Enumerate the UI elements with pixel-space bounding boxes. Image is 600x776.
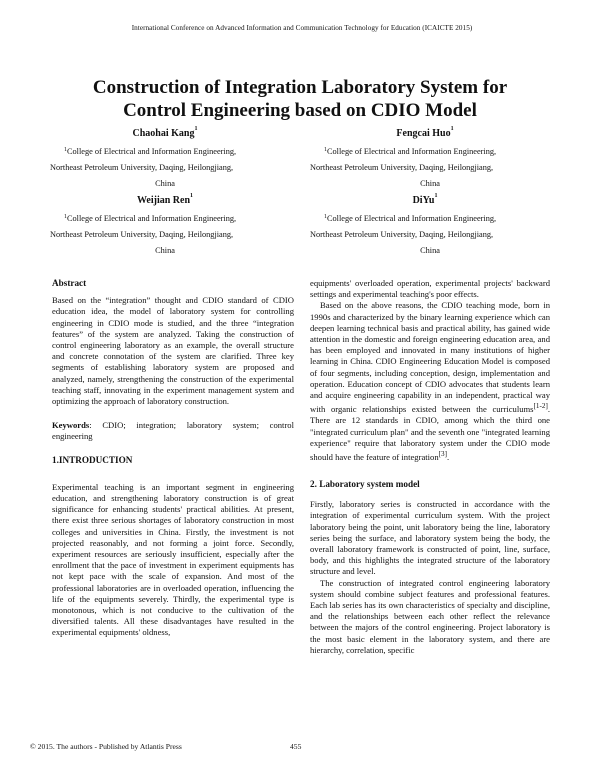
author-affiliation: $^1$College of Electrical and Information Engineering, Northeast Petroleum University, Daqing, Heilongjiang, China xyxy=(50,147,237,188)
cdio-paragraph: Based on the above reasons, the CDIO teaching mode, born in 1990s and characterized by the binary learning experience which can deepen learning technical basis and practical ability, has gained wide attention in the domestic and foreign engineering education area, and has been employed and innovated in many institutions of higher learning in China. CDIO Engineering Education Model is composed of four segments, including conception, design, implementation and operation. Education concept of CDIO advocates that students learn and acquire engineering capability in an independent, practical way with organic relationships existed between the curriculums[1-2]. There are 12 standards in CDIO, among which the third one "integrated curriculum plan" and the seventh one "integrated learning experience" require that laboratory system under the CDIO mode should have the feature of integration[3]. xyxy=(310,300,550,462)
right-column xyxy=(310,278,550,656)
author-affiliation: $^1$College of Electrical and Information Engineering, Northeast Petroleum University, Daqing, Heilongjiang, China xyxy=(310,214,497,255)
author-name: Weijian Ren$^1$ xyxy=(136,193,194,206)
left-column xyxy=(52,278,294,639)
conference-header: International Conference on Advanced Information and Communication Technology for Education (ICAICTE 2015) xyxy=(131,24,473,32)
laboratory-series-paragraph: Firstly, laboratory series is constructed in accordance with the integration of experimental curriculum system. With the project laboratory being the point, unit laboratory being the line, laboratory series being the surface, and laboratory system being the body, the overall laboratory framework is constructed of point, line, surface, body, and this highlights the integrated structure of the laboratory structure and level. xyxy=(310,499,550,577)
continued-paragraph: equipments' overloaded operation, experimental projects' backward settings and experimental teaching's poor effects. xyxy=(310,278,550,300)
paper-title xyxy=(40,76,560,122)
author-name: DiYu$^1$ xyxy=(412,193,438,206)
keywords: Keywords: CDIO; integration; laboratory system; control engineering xyxy=(52,420,294,442)
author-name: Fengcai Huo$^1$ xyxy=(396,126,454,139)
abstract-text: Based on the “integration” thought and CDIO standard of CDIO education idea, the model of laboratory system for controlling engineering in CDIO mode is studied, and the three “integration features” of the system are analyzed. Taking the construction of control engineering laboratory as an example, the overall structure and concrete connotation of the system are clarified. Three key segments of establishing laboratory system are proposed and analyzed, namely, strengthening the construction of the experimental teaching staff, innovating in the experiment management system and optimizing the approach of laboratory construction. xyxy=(52,295,294,407)
title-line-1: Construction of Integration Laboratory System for xyxy=(92,77,508,98)
intro-paragraph: Experimental teaching is an important segment in engineering education, and strengthening laboratory construction is of great significance for enhancing students' practical abilities. At present, there exist three serious shortages of laboratory construction in most colleges and universities in China. Firstly, the investment is not projected reasonably, and not forming a joint force. Secondly, experiment resources are seriously insufficient, especially after the enrollment that the pace of investment in experiment equipments has not kept pace with the scale of expansion. And most of the professional laboratories are in overloaded operation, influencing the life of the equipments severely. Thirdly, the experimental type is monotonous, which is not conducive to the cultivation of the diversified talents. All these disadvantages have resulted in the experimental equipments' oldness, xyxy=(52,481,294,638)
author-affiliation: $^1$College of Electrical and Information Engineering, Northeast Petroleum University, Daqing, Heilongjiang, China xyxy=(50,214,237,255)
section-1-heading: 1.INTRODUCTION xyxy=(52,454,133,465)
author-affiliation: $^1$College of Electrical and Information Engineering, Northeast Petroleum University, Daqing, Heilongjiang, China xyxy=(310,147,497,188)
page-number: 455 xyxy=(290,742,302,751)
section-2-heading: 2. Laboratory system model xyxy=(310,478,420,489)
copyright-footer: © 2015. The authors - Published by Atlantis Press xyxy=(30,742,182,751)
title-line-2: Control Engineering based on CDIO Model xyxy=(123,100,477,121)
author-name: Chaohai Kang$^1$ xyxy=(132,126,198,139)
integrated-system-paragraph: The construction of integrated control engineering laboratory system should combine subject features and professional features. Each lab series has its own characteristics of specialty and discipline, and the relationships between each other reflect the relevance between the majors of the control engineering. Project laboratory is the most basic element in the laboratory system, and there are hierarchy, correlation, specific xyxy=(310,577,550,655)
abstract-heading: Abstract xyxy=(52,278,87,288)
